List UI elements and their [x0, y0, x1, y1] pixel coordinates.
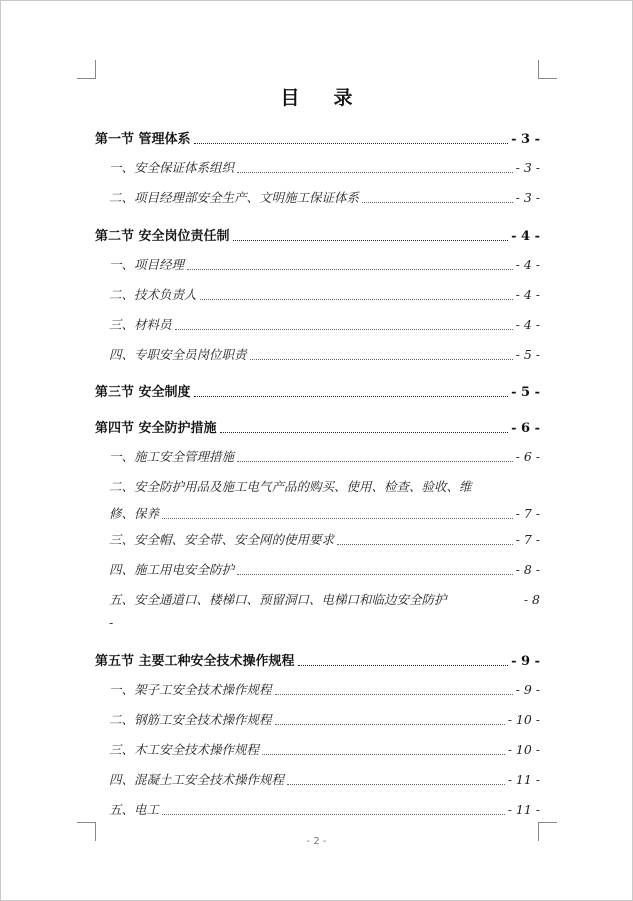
page-number-footer: - 2 - — [306, 836, 327, 847]
toc-item-multiline[interactable]: 二、安全防护用品及施工电气产品的购买、使用、检查、验收、维 修、保养 - 7 - — [109, 479, 540, 521]
toc-item[interactable]: 一、架子工安全技术操作规程 - 9 - — [109, 682, 540, 697]
toc-item[interactable]: 二、技术负责人 - 4 - — [109, 287, 540, 302]
toc-item[interactable]: 四、专职安全员岗位职责 - 5 - — [109, 347, 540, 362]
toc-item[interactable]: 三、安全帽、安全带、安全网的使用要求 - 7 - — [109, 532, 540, 547]
toc-item[interactable]: 三、材料员 - 4 - — [109, 317, 540, 332]
toc-item[interactable]: 三、木工安全技术操作规程 - 10 - — [109, 742, 540, 757]
toc-item-wrapped[interactable]: 五、安全通道口、楼梯口、预留洞口、电梯口和临边安全防护 - 8 - — [109, 592, 540, 630]
toc-item[interactable]: 二、项目经理部安全生产、文明施工保证体系 - 3 - — [109, 190, 540, 205]
toc-section-4[interactable]: 第四节 安全防护措施 - 6 - — [95, 421, 540, 436]
toc-item[interactable]: 五、电工 - 11 - — [109, 802, 540, 817]
toc-section-1[interactable]: 第一节 管理体系 - 3 - — [95, 132, 540, 147]
toc-section-3[interactable]: 第三节 安全制度 - 5 - — [95, 385, 540, 400]
toc-item[interactable]: 一、项目经理 - 4 - — [109, 257, 540, 272]
toc-section-5[interactable]: 第五节 主要工种安全技术操作规程 - 9 - — [95, 654, 540, 669]
crop-mark-top-left — [77, 60, 96, 79]
toc-item[interactable]: 一、安全保证体系组织 - 3 - — [109, 160, 540, 175]
toc-item[interactable]: 一、施工安全管理措施 - 6 - — [109, 449, 540, 464]
crop-mark-top-right — [538, 60, 557, 79]
toc-item[interactable]: 四、混凝土工安全技术操作规程 - 11 - — [109, 772, 540, 787]
toc-title: 目 录 — [280, 87, 353, 109]
toc-section-2[interactable]: 第二节 安全岗位责任制 - 4 - — [95, 229, 540, 244]
toc-item[interactable]: 四、施工用电安全防护 - 8 - — [109, 562, 540, 577]
toc-item[interactable]: 二、钢筋工安全技术操作规程 - 10 - — [109, 712, 540, 727]
